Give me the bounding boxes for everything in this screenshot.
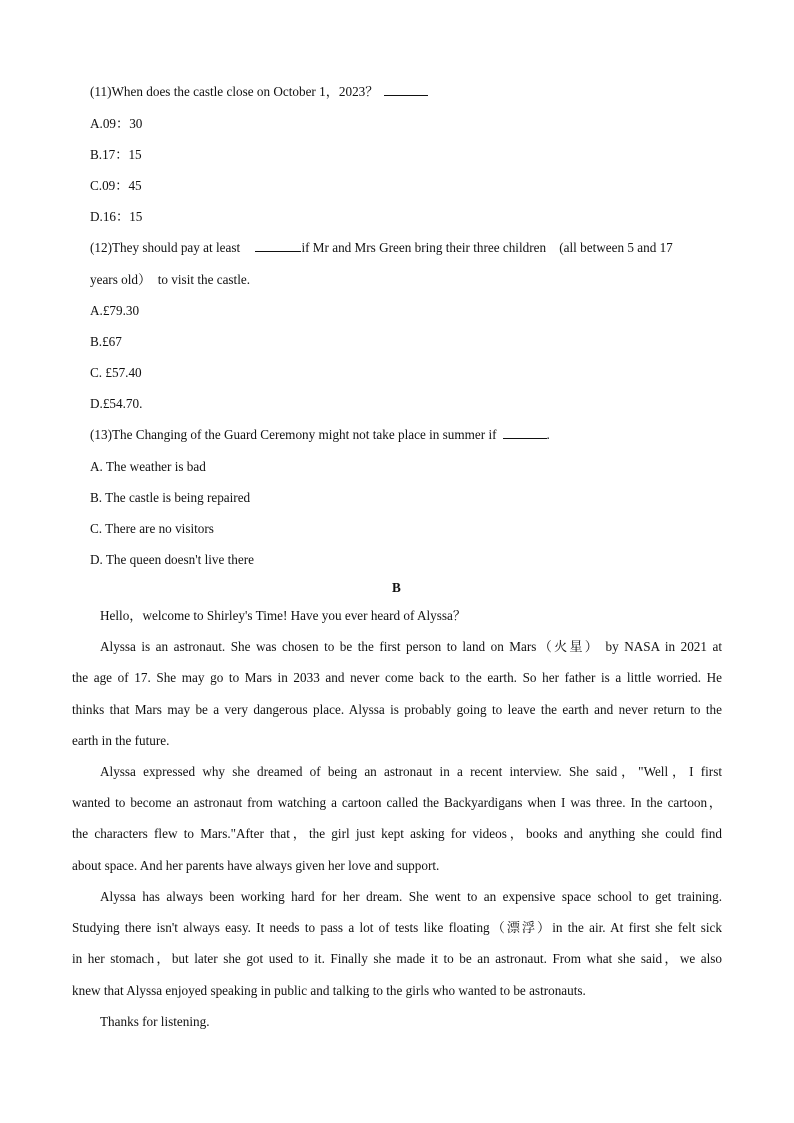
- paragraph-3-line: in her stomach，but later she got used to it. Finally she made it to be an astronaut. From what she said，we also: [72, 951, 722, 966]
- option-c: C. £57.40: [90, 365, 142, 380]
- paragraph-2-line: about space. And her parents have always given her love and support.: [72, 858, 440, 873]
- paragraph-1-line: Alyssa is an astronaut. She was chosen to be the first person to land on Mars（火星） by NASA in 2021 at: [100, 639, 722, 654]
- option-a: A.09：30: [90, 116, 143, 131]
- option-d: D.£54.70.: [90, 396, 143, 411]
- question-11-stem: (11)When does the castle close on October 1，2023？: [90, 84, 428, 100]
- paragraph-3-line: Alyssa has always been working hard for her dream. She went to an expensive space school to get training.: [100, 889, 722, 904]
- paragraph-1-line: earth in the future.: [72, 733, 170, 748]
- option-a: A.£79.30: [90, 303, 140, 318]
- paragraph-3-line: knew that Alyssa enjoyed speaking in public and talking to the girls who wanted to be astronauts.: [72, 983, 586, 998]
- paragraph-3-line: Studying there isn't always easy. It needs to pass a lot of tests like floating（漂浮）in the air. At first she felt sick: [72, 920, 722, 935]
- question-12-stem-cont: years old） to visit the castle.: [90, 272, 251, 287]
- paragraph-2-line: wanted to become an astronaut from watching a cartoon called the Backyardigans when I was three. In the cartoon，: [72, 795, 722, 810]
- answer-blank: [384, 84, 428, 96]
- section-heading: B: [392, 580, 401, 595]
- question-13-stem: (13)The Changing of the Guard Ceremony might not take place in summer if .: [90, 427, 550, 442]
- question-12-stem: (12)They should pay at least if Mr and Mrs Green bring their three children (all between 5 and 17: [90, 240, 673, 255]
- answer-blank: [503, 427, 547, 439]
- answer-blank: [255, 240, 301, 252]
- option-b: B. The castle is being repaired: [90, 490, 251, 505]
- option-c: C. There are no visitors: [90, 521, 214, 536]
- paragraph-2-line: Alyssa expressed why she dreamed of being an astronaut in a recent interview. She said，"Well，I first: [100, 764, 722, 779]
- option-d: D. The queen doesn't live there: [90, 552, 254, 567]
- paragraph-2-line: the characters flew to Mars."After that，the girl just kept asking for videos，books and anything she could find: [72, 826, 722, 841]
- option-b: B.£67: [90, 334, 122, 349]
- option-c: C.09：45: [90, 178, 142, 193]
- paragraph-1-line: thinks that Mars may be a very dangerous place. Alyssa is probably going to leave the earth and never return to the: [72, 702, 722, 717]
- greeting: Hello，welcome to Shirley's Time! Have you ever heard of Alyssa？: [100, 608, 467, 623]
- option-a: A. The weather is bad: [90, 459, 206, 474]
- paragraph-1-line: the age of 17. She may go to Mars in 2033 and never come back to the earth. So her father is a little worried. He: [72, 670, 722, 685]
- closing: Thanks for listening.: [100, 1014, 210, 1029]
- option-b: B.17：15: [90, 147, 142, 162]
- option-d: D.16：15: [90, 209, 143, 224]
